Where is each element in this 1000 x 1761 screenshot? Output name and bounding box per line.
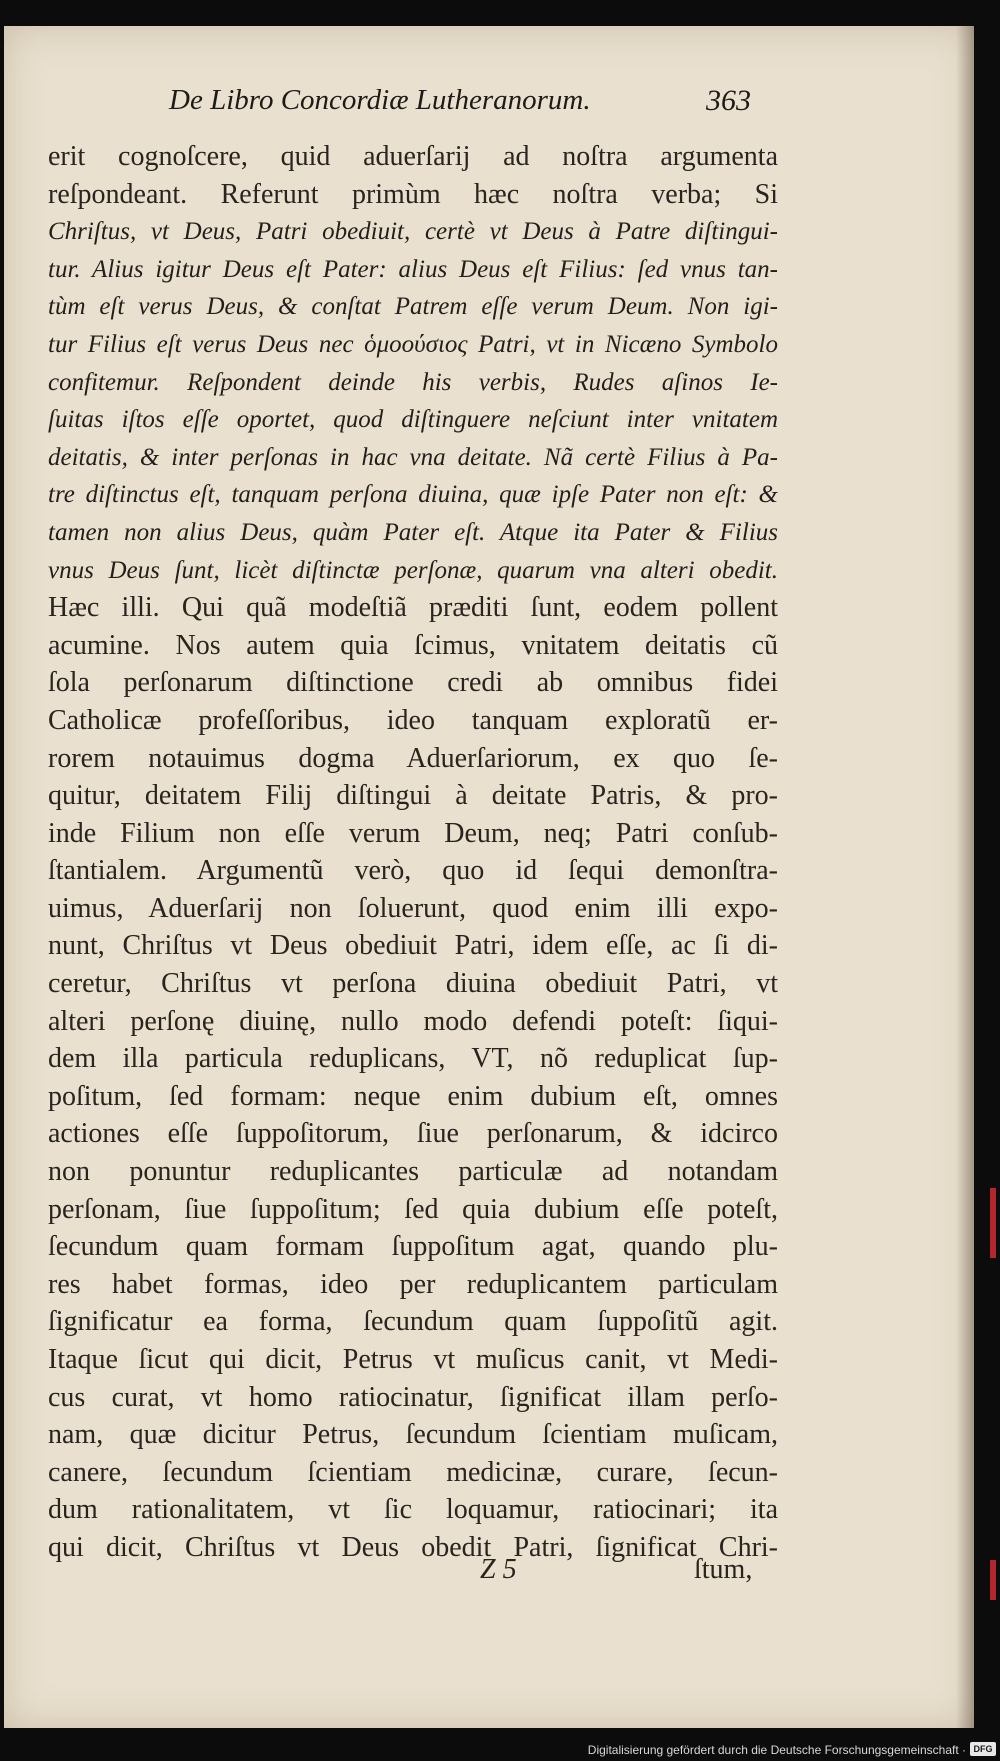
catchword: ſtum, xyxy=(694,1554,753,1585)
running-title: De Libro Concordiæ Lutheranorum. xyxy=(169,84,591,116)
text-line: ſignificatur ea forma, ſecundum quam ſuppoſitũ agit. xyxy=(48,1306,778,1338)
text-line: qui dicit, Chriſtus vt Deus obedit Patri, ſignificat Chri- xyxy=(48,1531,778,1563)
text-line: poſitum, ſed formam: neque enim dubium eſt, omnes xyxy=(48,1080,778,1112)
text-line: uimus, Aduerſarij non ſoluerunt, quod enim illi expo- xyxy=(48,892,778,924)
text-line: tùm eſt verus Deus, & conſtat Patrem eſſe verum Deum. Non igi- xyxy=(48,293,778,321)
text-line: dum rationalitatem, vt ſic loquamur, ratiocinari; ita xyxy=(48,1494,778,1526)
text-line: perſonam, ſiue ſuppoſitum; ſed quia dubium eſſe poteſt, xyxy=(48,1193,778,1225)
text-line: actiones eſſe ſuppoſitorum, ſiue perſonarum, & idcirco xyxy=(48,1118,778,1150)
text-line: ſuitas iſtos eſſe oportet, quod diſtinguere neſciunt inter vnitatem xyxy=(48,406,778,434)
text-line: alteri perſonę diuinę, nullo modo defendi poteſt: ſiqui- xyxy=(48,1005,778,1037)
text-line: confitemur. Reſpondent deinde his verbis, Rudes aſinos Ie- xyxy=(48,368,778,396)
text-line: cus curat, vt homo ratiocinatur, ſignificat illam perſo- xyxy=(48,1381,778,1413)
text-line: Catholicæ profeſſoribus, ideo tanquam exploratũ er- xyxy=(48,704,778,736)
text-line: reſpondeant. Referunt primùm hæc noſtra verba; Si xyxy=(48,178,778,210)
text-line: tamen non alius Deus, quàm Pater eſt. Atque ita Pater & Filius xyxy=(48,518,778,546)
text-line: deitatis, & inter perſonas in hac vna deitate. Nã certè Filius à Pa- xyxy=(48,443,778,471)
text-line: nunt, Chriſtus vt Deus obediuit Patri, idem eſſe, ac ſi di- xyxy=(48,930,778,962)
text-line: ſecundum quam formam ſuppoſitum agat, quando plu- xyxy=(48,1231,778,1263)
text-line: inde Filium non eſſe verum Deum, neq; Patri conſub- xyxy=(48,817,778,849)
text-line: rorem notauimus dogma Aduerſariorum, ex quo ſe- xyxy=(48,742,778,774)
text-line: canere, ſecundum ſcientiam medicinæ, curare, ſecun- xyxy=(48,1456,778,1488)
text-line: quitur, deitatem Filij diſtingui à deitate Patris, & pro- xyxy=(48,780,778,812)
text-line: ſtantialem. Argumentũ verò, quo id ſequi demonſtra- xyxy=(48,855,778,887)
text-line: acumine. Nos autem quia ſcimus, vnitatem deitatis cũ xyxy=(48,629,778,661)
edge-color-mark xyxy=(990,1188,996,1258)
text-line: tur Filius eſt verus Deus nec ὁμοούσιος Patri, vt in Nicæno Symbolo xyxy=(48,330,778,358)
signature-mark: Z 5 xyxy=(480,1554,517,1585)
edge-color-mark xyxy=(990,1560,996,1600)
text-line: dem illa particula reduplicans, VT, nõ reduplicat ſup- xyxy=(48,1043,778,1075)
text-line: non ponuntur reduplicantes particulæ ad notandam xyxy=(48,1156,778,1188)
text-line: vnus Deus ſunt, licèt diſtinctæ perſonæ, quarum vna alteri obedit. xyxy=(48,556,778,584)
dfg-logo: DFG xyxy=(970,1742,996,1756)
page-gutter-shadow xyxy=(956,26,974,1728)
text-line: tre diſtinctus eſt, tanquam perſona diuina, quæ ipſe Pater non eſt: & xyxy=(48,481,778,509)
text-line: Chriſtus, vt Deus, Patri obediuit, certè vt Deus à Patre diſtingui- xyxy=(48,218,778,246)
text-line: nam, quæ dicitur Petrus, ſecundum ſcientiam muſicam, xyxy=(48,1419,778,1451)
text-line: Hæc illi. Qui quã modeſtiã præditi ſunt, eodem pollent xyxy=(48,592,778,624)
text-block xyxy=(48,138,778,1567)
text-line: ceretur, Chriſtus vt perſona diuina obediuit Patri, vt xyxy=(48,968,778,1000)
text-line: erit cognoſcere, quid aduerſarij ad noſtra argumenta xyxy=(48,141,778,172)
text-line: tur. Alius igitur Deus eſt Pater: alius Deus eſt Filius: ſed vnus tan- xyxy=(48,255,778,283)
book-page xyxy=(4,26,974,1728)
text-line: ſola perſonarum diſtinctione credi ab omnibus fidei xyxy=(48,667,778,699)
text-line: Itaque ſicut qui dicit, Petrus vt muſicus canit, vt Medi- xyxy=(48,1344,778,1375)
text-line: res habet formas, ideo per reduplicantem particulam xyxy=(48,1268,778,1300)
page-number: 363 xyxy=(706,84,751,117)
digitization-credit: Digitalisierung gefördert durch die Deutsche Forschungsgemeinschaft · xyxy=(587,1743,966,1757)
